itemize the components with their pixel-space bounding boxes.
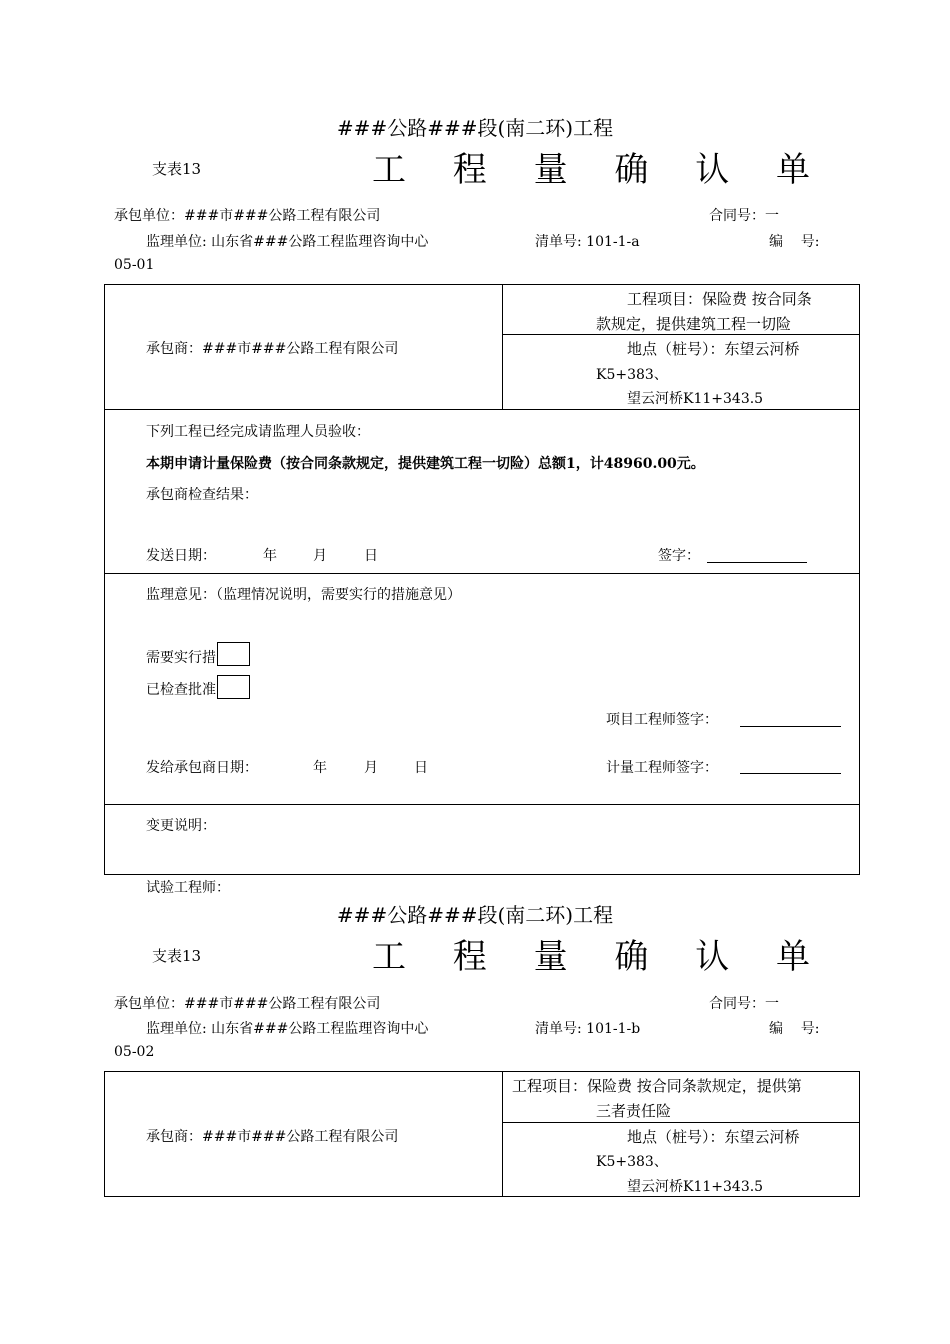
contract-number: 合同号：一: [709, 208, 779, 224]
test-engineer: 试验工程师：: [146, 880, 230, 896]
location-line-3: 望云河桥K11+343.5: [627, 1179, 764, 1195]
location-line-2: K5+383、: [596, 1154, 668, 1170]
send-month: 月: [313, 548, 327, 564]
supervisor-unit: 监理单位: 山东省###公路工程监理咨询中心: [146, 1021, 429, 1037]
project-engineer-sign-label: 项目工程师签字：: [606, 712, 718, 728]
form-title: 工 程 量 确 认 单: [372, 150, 829, 190]
work-item-line-2: 三者责任险: [596, 1102, 672, 1120]
contractor-name: 承包商：###市###公路工程有限公司: [146, 1129, 399, 1145]
work-item-line-2: 款规定，提供建筑工程一切险: [596, 315, 792, 333]
request-text: 下列工程已经完成请监理人员验收：: [146, 424, 370, 440]
serial-value: 05-02: [114, 1044, 155, 1060]
send-date-label: 发送日期：: [146, 548, 216, 564]
serial-label: 编 号:: [769, 1021, 820, 1037]
project-title: ###公路###段(南二环)工程: [336, 116, 614, 140]
location-line-1: 地点（桩号）：东望云河桥: [627, 1128, 800, 1146]
send-year: 年: [263, 548, 277, 564]
project-engineer-sign-line[interactable]: [740, 726, 841, 727]
location-line-2: K5+383、: [596, 367, 668, 383]
measure-engineer-sign-line[interactable]: [740, 773, 841, 774]
project-title: ###公路###段(南二环)工程: [336, 903, 614, 927]
need-action-label: 需要实行措: [146, 650, 216, 666]
contractor-unit: 承包单位：###市###公路工程有限公司: [114, 208, 381, 224]
table-number: 支表13: [152, 160, 202, 178]
table-number: 支表13: [152, 947, 202, 965]
issue-date-label: 发给承包商日期：: [146, 760, 258, 776]
list-number: 清单号: 101-1-b: [535, 1021, 641, 1037]
work-item-line-1: 工程项目：保险费 按合同条: [627, 290, 812, 308]
contract-number: 合同号：一: [709, 996, 779, 1012]
list-number: 清单号: 101-1-a: [535, 234, 640, 250]
change-note: 变更说明：: [146, 818, 216, 834]
supervisor-opinion: 监理意见：（监理情况说明，需要实行的措施意见）: [146, 587, 461, 603]
location-line-1: 地点（桩号）：东望云河桥: [627, 340, 800, 358]
need-action-checkbox[interactable]: [217, 642, 250, 666]
measure-engineer-sign-label: 计量工程师签字：: [606, 760, 718, 776]
work-item-line-1: 工程项目：保险费 按合同条款规定，提供第: [512, 1077, 802, 1095]
form-table: [104, 284, 860, 875]
issue-month: 月: [364, 760, 378, 776]
issue-year: 年: [313, 760, 327, 776]
signature-line[interactable]: [707, 562, 807, 563]
checked-approved-label: 已检查批准: [146, 682, 216, 698]
form-title: 工 程 量 确 认 单: [372, 937, 829, 977]
measurement-request: 本期申请计量保险费（按合同条款规定，提供建筑工程一切险）总额1，计48960.00元。: [146, 456, 705, 472]
contractor-name: 承包商：###市###公路工程有限公司: [146, 341, 399, 357]
send-day: 日: [364, 548, 378, 564]
signature-label: 签字：: [658, 548, 700, 564]
serial-label: 编 号:: [769, 234, 820, 250]
checked-approved-checkbox[interactable]: [217, 675, 250, 699]
serial-value: 05-01: [114, 257, 155, 273]
supervisor-unit: 监理单位: 山东省###公路工程监理咨询中心: [146, 234, 429, 250]
issue-day: 日: [414, 760, 428, 776]
location-line-3: 望云河桥K11+343.5: [627, 391, 764, 407]
contractor-check-result: 承包商检查结果：: [146, 487, 258, 503]
contractor-unit: 承包单位：###市###公路工程有限公司: [114, 996, 381, 1012]
